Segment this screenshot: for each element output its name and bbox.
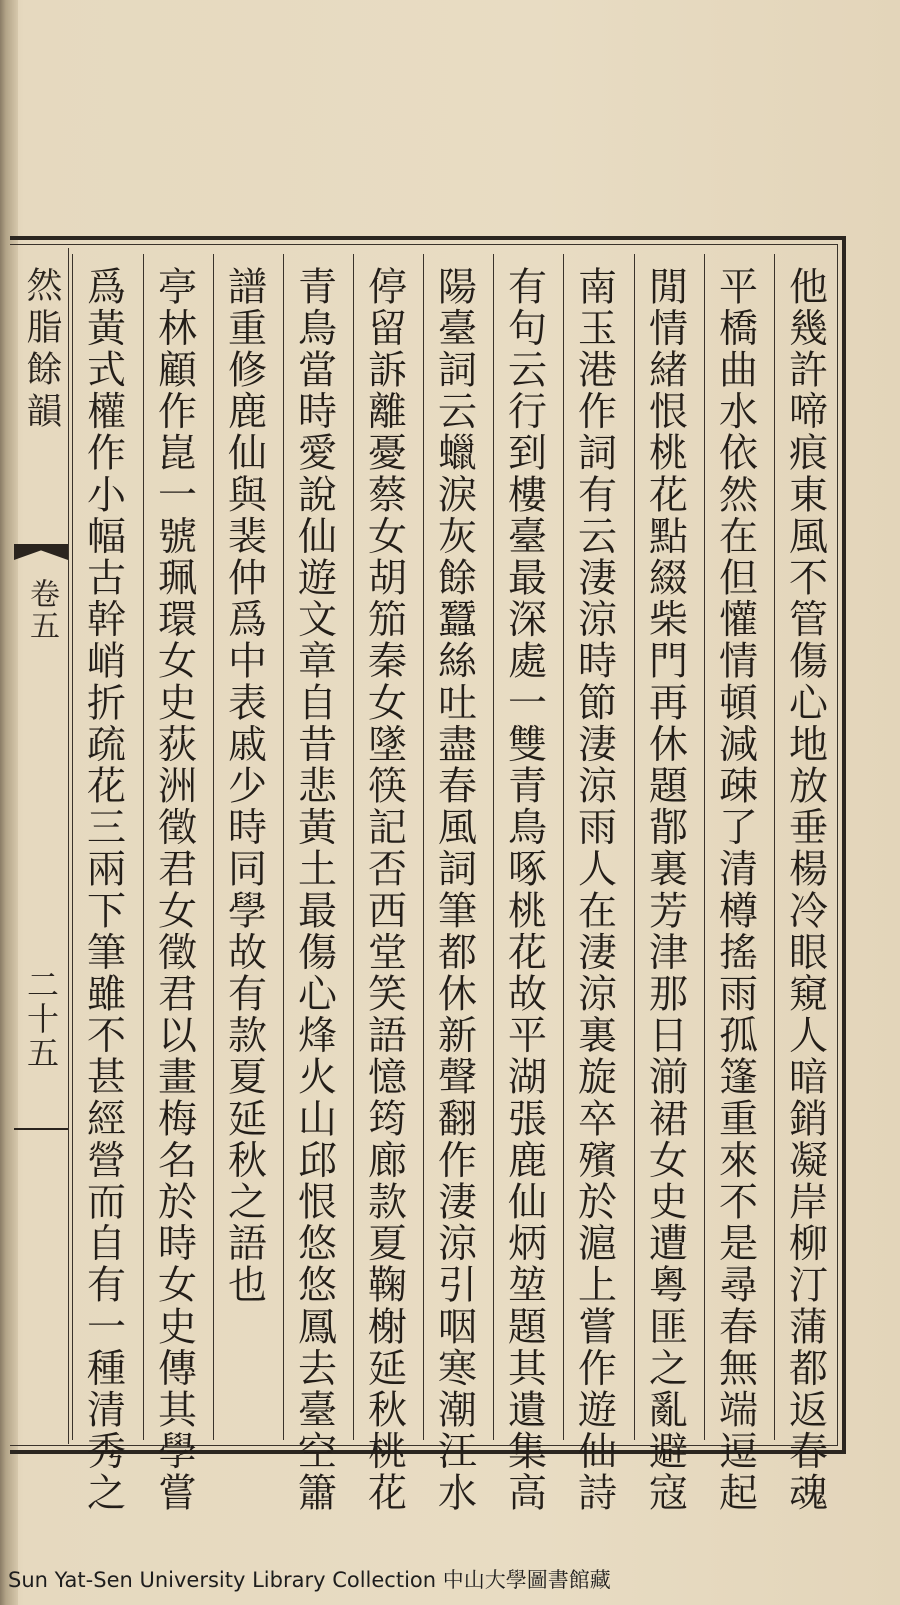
collection-footer: Sun Yat-Sen University Library Collection 中山大學圖書館藏 [8, 1568, 611, 1592]
text-column-2 [704, 254, 764, 1514]
text-column-9 [213, 254, 273, 1440]
column-text: 青鳥當時愛說仙遊文章自昔悲黃土最傷心烽火山邱恨悠悠鳳去臺空簫 [291, 266, 337, 1514]
column-text: 閒情緒恨桃花點綴柴門再休題鄁裏芳津那日湔裙女史遭粵匪之亂避寇 [642, 266, 688, 1514]
column-text: 譜重修鹿仙與裴仲爲中表戚少時同學故有款夏延秋之語也 [221, 266, 267, 1306]
column-text: 他幾許啼痕東風不管傷心地放垂楊冷眼窺人暗銷凝岸柳汀蒲都返春魂 [782, 266, 828, 1514]
text-column-11 [72, 254, 132, 1514]
margin-rule [14, 1128, 68, 1130]
column-text: 停留訴離憂蔡女胡笳秦女墜筷記否西堂笑語憶筠廊款夏鞠榭延秋桃花 [361, 266, 407, 1514]
text-column-3 [634, 254, 694, 1514]
margin-column [14, 248, 69, 1444]
volume-label: 卷五 [24, 578, 59, 642]
text-column-7 [353, 254, 413, 1514]
column-text: 南玉港作詞有云淒涼時節淒涼雨人在淒涼裏旋卒殯於滬上嘗作遊仙詩 [571, 266, 617, 1514]
text-column-10 [143, 254, 203, 1514]
fish-tail-mark [14, 544, 68, 560]
column-text: 陽臺詞云蠟淚灰餘蠶絲吐盡春風詞筆都休新聲翻作淒涼引咽寒潮江水 [431, 266, 477, 1514]
column-text: 有句云行到樓臺最深處一雙青鳥啄桃花故平湖張鹿仙炳堃題其遺集高 [501, 266, 547, 1514]
text-column-6 [423, 254, 483, 1514]
column-text: 爲黃式權作小幅古幹峭折疏花三兩下筆雖不甚經營而自有一種清秀之 [80, 266, 126, 1514]
text-column-1 [774, 254, 834, 1514]
text-column-8 [283, 254, 343, 1514]
column-text: 亭林顧作崑一號珮環女史荻洲徵君女徵君以畫梅名於時女史傳其學嘗 [151, 266, 197, 1514]
text-column-5 [493, 254, 553, 1514]
book-title: 然脂餘韻 [21, 266, 62, 434]
column-text: 平橋曲水依然在但懽情頓減疎了清樽搖雨孤篷重來不是尋春無端逗起 [712, 266, 758, 1514]
text-column-4 [563, 254, 623, 1514]
leaf-number: 二十五 [22, 968, 60, 1070]
